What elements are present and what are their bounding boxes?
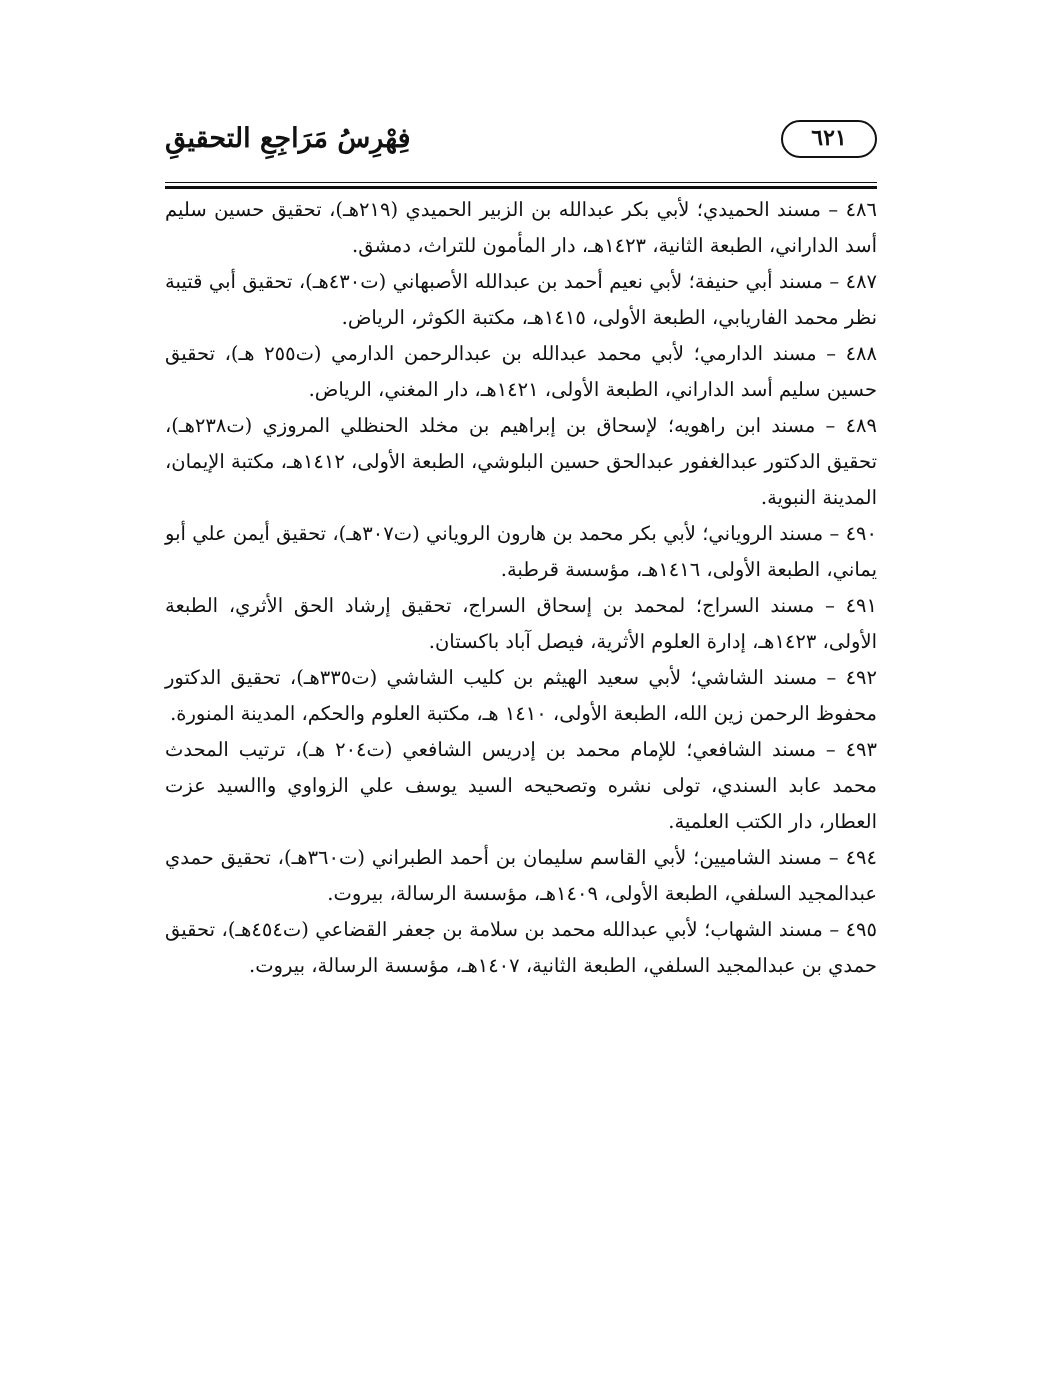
- reference-entry-492: ٤٩٢ – مسند الشاشي؛ لأبي سعيد الهيثم بن كليب الشاشي (ت٣٣٥هـ)، تحقيق الدكتور محفوظ الرحمن زين الله، الطبعة الأولى، ١٤١٠ هـ، مكتبة العلوم والحكم، المدينة المنورة.: [165, 666, 877, 725]
- reference-entry-493: ٤٩٣ – مسند الشافعي؛ للإمام محمد بن إدريس الشافعي (ت٢٠٤ هـ)، ترتيب المحدث محمد عابد السندي، تولى نشره وتصحيحه السيد يوسف علي الزواوي واالسيد عزت العطار، دار الكتب العلمية.: [165, 738, 877, 833]
- reference-entry-486: ٤٨٦ – مسند الحميدي؛ لأبي بكر عبدالله بن الزبير الحميدي (٢١٩هـ)، تحقيق حسين سليم أسد الداراني، الطبعة الثانية، ١٤٢٣هـ، دار المأمون للتراث، دمشق.: [165, 198, 877, 257]
- reference-entry-495: ٤٩٥ – مسند الشهاب؛ لأبي عبدالله محمد بن سلامة بن جعفر القضاعي (ت٤٥٤هـ)، تحقيق حمدي بن عبدالمجيد السلفي، الطبعة الثانية، ١٤٠٧هـ، مؤسسة الرسالة، بيروت.: [165, 918, 877, 977]
- reference-list: [165, 192, 877, 984]
- page-header: [165, 112, 877, 162]
- reference-entry-487: ٤٨٧ – مسند أبي حنيفة؛ لأبي نعيم أحمد بن عبدالله الأصبهاني (ت٤٣٠هـ)، تحقيق أبي قتيبة نظر محمد الفاريابي، الطبعة الأولى، ١٤١٥هـ، مكتبة الكوثر، الرياض.: [165, 270, 878, 329]
- page: [165, 112, 878, 977]
- page-number: ٦٢١: [781, 120, 877, 158]
- reference-entry-491: ٤٩١ – مسند السراج؛ لمحمد بن إسحاق السراج، تحقيق إرشاد الحق الأثري، الطبعة الأولى، ١٤٢٣هـ، إدارة العلوم الأثرية، فيصل آباد باكستان.: [165, 594, 877, 653]
- reference-entry-488: ٤٨٨ – مسند الدارمي؛ لأبي محمد عبدالله بن عبدالرحمن الدارمي (ت٢٥٥ هـ)، تحقيق حسين سليم أسد الداراني، الطبعة الأولى، ١٤٢١هـ، دار المغني، الرياض.: [165, 342, 877, 401]
- reference-entry-490: ٤٩٠ – مسند الروياني؛ لأبي بكر محمد بن هارون الروياني (ت٣٠٧هـ)، تحقيق أيمن علي أبو يماني، الطبعة الأولى، ١٤١٦هـ، مؤسسة قرطبة.: [165, 522, 877, 581]
- reference-entry-494: ٤٩٤ – مسند الشاميين؛ لأبي القاسم سليمان بن أحمد الطبراني (ت٣٦٠هـ)، تحقيق حمدي عبدالمجيد السلفي، الطبعة الأولى، ١٤٠٩هـ، مؤسسة الرسالة، بيروت.: [165, 846, 877, 905]
- header-rule: [165, 182, 877, 183]
- reference-entry-489: ٤٨٩ – مسند ابن راهويه؛ لإسحاق بن إبراهيم بن مخلد الحنظلي المروزي (ت٢٣٨هـ)، تحقيق الدكتور عبدالغفور عبدالحق حسين البلوشي، الطبعة الأولى، ١٤١٢هـ، مكتبة الإيمان، المدينة النبوية.: [165, 414, 877, 509]
- header-rule-thick: [165, 186, 877, 189]
- page-title: فِهْرِسُ مَرَاجِعِ التحقيقِ: [165, 123, 411, 154]
